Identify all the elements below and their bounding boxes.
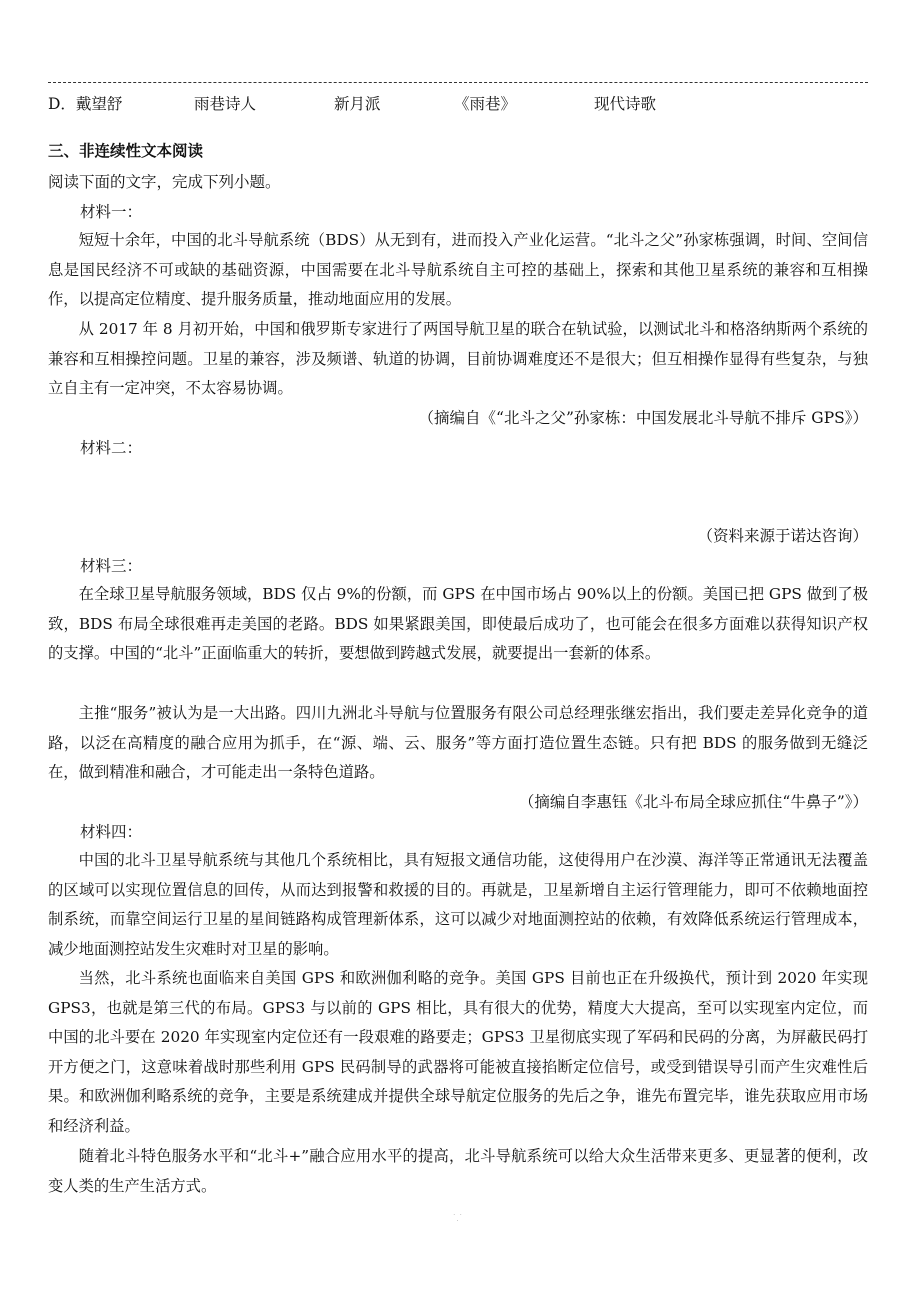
top-divider xyxy=(48,82,868,83)
option-d-author: D．戴望舒 xyxy=(48,95,123,113)
material1-source: （摘编自《“北斗之父”孙家栋：中国发展北斗导航不排斥 GPS》） xyxy=(418,409,868,427)
material1-label: 材料一： xyxy=(80,203,143,221)
page-footer-mark: · · · xyxy=(453,1211,463,1225)
document-page xyxy=(48,0,868,1302)
material4-paragraph-1: 中国的北斗卫星导航系统与其他几个系统相比，具有短报文通信功能，这使得用户在沙漠、海洋等正常通讯无法覆盖的区域可以实现位置信息的回传，从而达到报警和救援的目的。再就是，卫星新增自主运行管理能力，即可不依赖地面控制系统，而靠空间运行卫星的星间链路构成管理新体系，这可以减少对地面测控站的依赖，有效降低系统运行管理成本，减少地面测控站发生灾难时对卫星的影响。 xyxy=(48,851,868,958)
material3-label: 材料三： xyxy=(80,557,143,575)
material1-paragraph-1: 短短十余年，中国的北斗导航系统（BDS）从无到有，进而投入产业化运营。“北斗之父”孙家栋强调，时间、空间信息是国民经济不可或缺的基础资源，中国需要在北斗导航系统自主可控的基础上，探索和其他卫星系统的兼容和互相操作，以提高定位精度、提升服务质量，推动地面应用的发展。 xyxy=(48,231,868,309)
material1-paragraph-2: 从 2017 年 8 月初开始，中国和俄罗斯专家进行了两国导航卫星的联合在轨试验，以测试北斗和格洛纳斯两个系统的兼容和互相操控问题。卫星的兼容，涉及频谱、轨道的协调，目前协调难度还不是很大；但互相操作显得有些复杂，与独立自主有一定冲突，不太容易协调。 xyxy=(48,320,868,398)
material3-paragraph-2: 主推“服务”被认为是一大出路。四川九洲北斗导航与位置服务有限公司总经理张继宏指出，我们要走差异化竞争的道路，以泛在高精度的融合应用为抓手，在“源、端、云、服务”等方面打造位置生态链。只有把 BDS 的服务做到无缝泛在，做到精准和融合，才可能走出一条特色道路。 xyxy=(48,704,868,782)
section-heading: 三、非连续性文本阅读 xyxy=(48,142,204,160)
material4-label: 材料四： xyxy=(80,823,143,841)
option-d-row xyxy=(48,92,868,116)
option-d-school: 新月派 xyxy=(334,95,381,113)
option-d-genre: 现代诗歌 xyxy=(594,95,657,113)
section-instruction: 阅读下面的文字，完成下列小题。 xyxy=(48,173,281,191)
material4-paragraph-3: 随着北斗特色服务水平和“北斗+”融合应用水平的提高，北斗导航系统可以给大众生活带来更多、更显著的便利，改变人类的生产生活方式。 xyxy=(48,1147,868,1195)
option-d-title: 雨巷诗人 xyxy=(194,95,257,113)
material4-paragraph-2: 当然，北斗系统也面临来自美国 GPS 和欧洲伽利略的竞争。美国 GPS 目前也正在升级换代，预计到 2020 年实现 GPS3，也就是第三代的布局。GPS3 与以前的 GPS 相比，具有很大的优势，精度大大提高，至可以实现室内定位，而中国的北斗要在 2020 年实现室内定位还有一段艰难的路要走；GPS3 卫星彻底实现了军码和民码的分离，为屏蔽民码打开方便之门，这意味着战时那些利用 GPS 民码制导的武器将可能被直接掐断定位信号，或受到错误导引而产生灾难性后果。和欧洲伽利略系统的竞争，主要是系统建成并提供全球导航定位服务的先后之争，谁先布置完毕，谁先获取应用市场和经济利益。 xyxy=(48,969,868,1135)
material2-label: 材料二： xyxy=(80,439,143,457)
material3-source: （摘编自李惠钰《北斗布局全球应抓住“牛鼻子”》） xyxy=(518,793,868,811)
material2-source: （资料来源于诺达咨询） xyxy=(697,527,868,545)
material3-paragraph-1: 在全球卫星导航服务领域，BDS 仅占 9%的份额，而 GPS 在中国市场占 90%以上的份额。美国已把 GPS 做到了极致，BDS 布局全球很难再走美国的老路。BDS 如果紧跟美国，即使最后成功了，也可能会在很多方面难以获得知识产权的支撑。中国的“北斗”正面临重大的转折，要想做到跨越式发展，就要提出一套新的体系。 xyxy=(48,585,868,663)
option-d-work: 《雨巷》 xyxy=(454,95,517,113)
